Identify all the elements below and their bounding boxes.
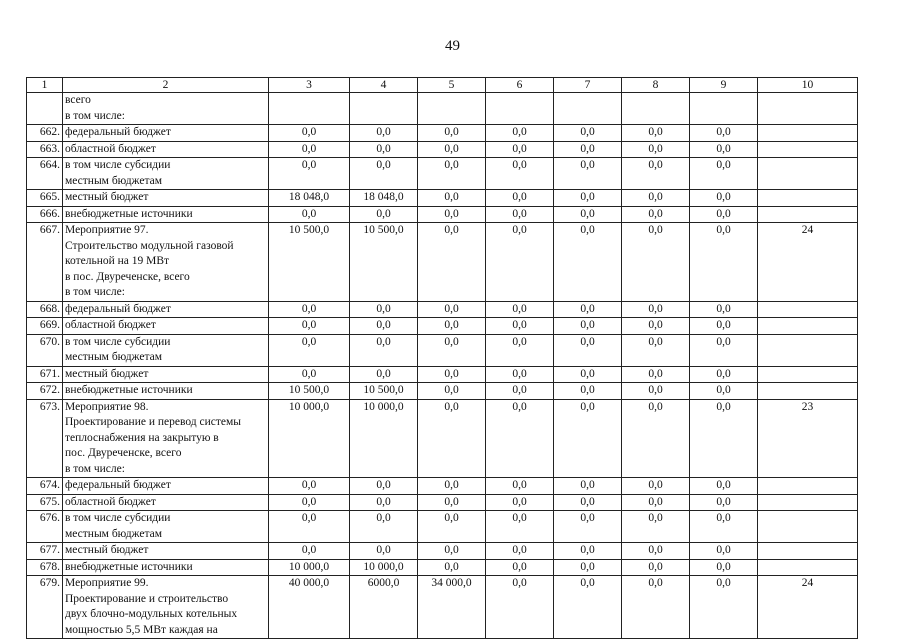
row-number-cell: 676. [27, 511, 63, 543]
amount-cell: 0,0 [418, 366, 486, 383]
table-row [27, 318, 858, 335]
amount-cell: 0,0 [486, 576, 554, 639]
amount-cell: 0,0 [554, 190, 622, 207]
amount-cell: 0,0 [690, 223, 758, 302]
amount-cell: 0,0 [350, 511, 418, 543]
amount-cell: 0,0 [690, 494, 758, 511]
amount-cell: 0,0 [554, 383, 622, 400]
amount-cell: 0,0 [554, 125, 622, 142]
amount-cell: 0,0 [690, 543, 758, 560]
amount-cell: 6000,0 [350, 576, 418, 639]
amount-cell: 0,0 [690, 366, 758, 383]
amount-cell: 0,0 [690, 576, 758, 639]
amount-cell: 0,0 [486, 334, 554, 366]
row-number-cell: 667. [27, 223, 63, 302]
row-number-cell: 664. [27, 158, 63, 190]
amount-cell: 0,0 [418, 399, 486, 478]
amount-cell: 0,0 [269, 301, 350, 318]
amount-cell: 0,0 [554, 318, 622, 335]
amount-cell [554, 93, 622, 125]
indicator-cell [758, 559, 858, 576]
amount-cell: 0,0 [486, 559, 554, 576]
amount-cell: 0,0 [622, 366, 690, 383]
column-header: 6 [486, 78, 554, 93]
amount-cell: 0,0 [269, 511, 350, 543]
table-row [27, 334, 858, 366]
item-name-cell: местный бюджет [63, 366, 269, 383]
amount-cell: 0,0 [418, 543, 486, 560]
table-row [27, 559, 858, 576]
amount-cell: 0,0 [486, 158, 554, 190]
amount-cell [350, 93, 418, 125]
amount-cell: 0,0 [418, 478, 486, 495]
item-name-cell: местный бюджет [63, 190, 269, 207]
item-name-cell: областной бюджет [63, 494, 269, 511]
item-name-cell: Мероприятие 97. Строительство модульной газовой котельной на 19 МВт в пос. Двуреченске, всего в том числе: [63, 223, 269, 302]
amount-cell: 0,0 [350, 494, 418, 511]
indicator-cell [758, 301, 858, 318]
amount-cell: 0,0 [418, 301, 486, 318]
amount-cell: 0,0 [486, 190, 554, 207]
amount-cell: 0,0 [269, 206, 350, 223]
row-number-cell [27, 93, 63, 125]
table-row [27, 543, 858, 560]
amount-cell: 0,0 [622, 125, 690, 142]
item-name-cell: Мероприятие 99. Проектирование и строительство двух блочно-модульных котельных мощностью 5,5 МВт каждая на [63, 576, 269, 639]
table-body [27, 93, 858, 639]
indicator-cell [758, 511, 858, 543]
amount-cell: 0,0 [269, 318, 350, 335]
table-row [27, 511, 858, 543]
amount-cell: 0,0 [350, 125, 418, 142]
amount-cell: 0,0 [554, 141, 622, 158]
indicator-cell [758, 190, 858, 207]
amount-cell: 0,0 [350, 318, 418, 335]
row-number-cell: 665. [27, 190, 63, 207]
amount-cell: 0,0 [622, 494, 690, 511]
column-header: 9 [690, 78, 758, 93]
table-row [27, 206, 858, 223]
amount-cell: 0,0 [269, 125, 350, 142]
row-number-cell: 678. [27, 559, 63, 576]
table-row [27, 399, 858, 478]
amount-cell: 0,0 [690, 318, 758, 335]
amount-cell: 0,0 [622, 206, 690, 223]
item-name-cell: внебюджетные источники [63, 383, 269, 400]
amount-cell: 0,0 [486, 478, 554, 495]
amount-cell: 0,0 [690, 478, 758, 495]
row-number-cell: 670. [27, 334, 63, 366]
amount-cell: 0,0 [350, 334, 418, 366]
column-header: 2 [63, 78, 269, 93]
indicator-cell [758, 141, 858, 158]
amount-cell: 0,0 [486, 366, 554, 383]
amount-cell: 0,0 [418, 511, 486, 543]
amount-cell: 0,0 [418, 494, 486, 511]
amount-cell: 0,0 [486, 206, 554, 223]
amount-cell: 0,0 [690, 334, 758, 366]
amount-cell: 0,0 [554, 511, 622, 543]
amount-cell: 10 000,0 [269, 559, 350, 576]
amount-cell: 10 500,0 [269, 223, 350, 302]
amount-cell: 0,0 [554, 206, 622, 223]
amount-cell: 0,0 [269, 478, 350, 495]
amount-cell: 0,0 [350, 301, 418, 318]
amount-cell: 18 048,0 [269, 190, 350, 207]
table-row [27, 383, 858, 400]
row-number-cell: 677. [27, 543, 63, 560]
row-number-cell: 673. [27, 399, 63, 478]
row-number-cell: 679. [27, 576, 63, 639]
amount-cell: 0,0 [350, 206, 418, 223]
table-row [27, 478, 858, 495]
row-number-cell: 663. [27, 141, 63, 158]
amount-cell: 0,0 [554, 543, 622, 560]
amount-cell: 0,0 [554, 301, 622, 318]
item-name-cell: внебюджетные источники [63, 559, 269, 576]
column-header: 7 [554, 78, 622, 93]
row-number-cell: 668. [27, 301, 63, 318]
amount-cell: 0,0 [418, 334, 486, 366]
item-name-cell: областной бюджет [63, 318, 269, 335]
amount-cell: 0,0 [690, 383, 758, 400]
item-name-cell: местный бюджет [63, 543, 269, 560]
amount-cell: 0,0 [690, 206, 758, 223]
table-row [27, 301, 858, 318]
amount-cell: 0,0 [418, 223, 486, 302]
amount-cell: 0,0 [622, 190, 690, 207]
indicator-cell [758, 383, 858, 400]
table-row [27, 190, 858, 207]
row-number-cell: 671. [27, 366, 63, 383]
amount-cell: 0,0 [418, 383, 486, 400]
amount-cell: 0,0 [269, 366, 350, 383]
amount-cell: 0,0 [418, 559, 486, 576]
table-row [27, 141, 858, 158]
amount-cell: 0,0 [418, 125, 486, 142]
row-number-cell: 674. [27, 478, 63, 495]
item-name-cell: федеральный бюджет [63, 478, 269, 495]
amount-cell: 0,0 [486, 543, 554, 560]
table-row [27, 366, 858, 383]
column-header: 8 [622, 78, 690, 93]
amount-cell: 0,0 [350, 478, 418, 495]
row-number-cell: 675. [27, 494, 63, 511]
column-header: 1 [27, 78, 63, 93]
indicator-cell [758, 125, 858, 142]
indicator-cell [758, 494, 858, 511]
amount-cell: 10 000,0 [350, 559, 418, 576]
amount-cell: 40 000,0 [269, 576, 350, 639]
amount-cell: 0,0 [690, 141, 758, 158]
amount-cell [486, 93, 554, 125]
amount-cell: 0,0 [690, 399, 758, 478]
budget-table [26, 77, 858, 639]
amount-cell: 0,0 [269, 494, 350, 511]
item-name-cell: федеральный бюджет [63, 125, 269, 142]
amount-cell: 0,0 [350, 158, 418, 190]
item-name-cell: в том числе субсидии местным бюджетам [63, 334, 269, 366]
amount-cell: 10 500,0 [350, 383, 418, 400]
amount-cell: 34 000,0 [418, 576, 486, 639]
amount-cell: 0,0 [622, 334, 690, 366]
indicator-cell [758, 478, 858, 495]
amount-cell: 10 000,0 [269, 399, 350, 478]
amount-cell: 0,0 [554, 478, 622, 495]
amount-cell: 0,0 [486, 141, 554, 158]
amount-cell: 0,0 [418, 158, 486, 190]
column-header: 3 [269, 78, 350, 93]
amount-cell: 0,0 [622, 543, 690, 560]
table-row [27, 158, 858, 190]
item-name-cell: Мероприятие 98. Проектирование и перевод системы теплоснабжения на закрытую в пос. Двуреченске, всего в том числе: [63, 399, 269, 478]
page-number: 49 [445, 38, 460, 54]
amount-cell: 0,0 [350, 141, 418, 158]
amount-cell: 0,0 [622, 511, 690, 543]
indicator-cell [758, 543, 858, 560]
amount-cell [269, 93, 350, 125]
item-name-cell: всего в том числе: [63, 93, 269, 125]
amount-cell: 0,0 [622, 559, 690, 576]
amount-cell: 0,0 [486, 318, 554, 335]
amount-cell: 0,0 [418, 318, 486, 335]
amount-cell: 0,0 [690, 158, 758, 190]
table-row [27, 223, 858, 302]
row-number-cell: 672. [27, 383, 63, 400]
amount-cell: 0,0 [554, 366, 622, 383]
column-header: 5 [418, 78, 486, 93]
amount-cell: 0,0 [269, 543, 350, 560]
amount-cell: 0,0 [269, 158, 350, 190]
indicator-cell [758, 366, 858, 383]
table-row [27, 93, 858, 125]
amount-cell: 0,0 [622, 576, 690, 639]
amount-cell: 0,0 [350, 543, 418, 560]
amount-cell: 10 000,0 [350, 399, 418, 478]
item-name-cell: в том числе субсидии местным бюджетам [63, 511, 269, 543]
amount-cell [418, 93, 486, 125]
amount-cell: 0,0 [418, 190, 486, 207]
amount-cell: 0,0 [486, 399, 554, 478]
table-row [27, 494, 858, 511]
amount-cell: 0,0 [554, 576, 622, 639]
header-row [27, 78, 858, 93]
indicator-cell: 23 [758, 399, 858, 478]
indicator-cell [758, 158, 858, 190]
item-name-cell: в том числе субсидии местным бюджетам [63, 158, 269, 190]
amount-cell [690, 93, 758, 125]
amount-cell: 0,0 [554, 158, 622, 190]
item-name-cell: федеральный бюджет [63, 301, 269, 318]
amount-cell: 18 048,0 [350, 190, 418, 207]
amount-cell: 0,0 [622, 301, 690, 318]
row-number-cell: 662. [27, 125, 63, 142]
amount-cell: 0,0 [622, 141, 690, 158]
indicator-cell [758, 318, 858, 335]
row-number-cell: 666. [27, 206, 63, 223]
row-number-cell: 669. [27, 318, 63, 335]
amount-cell [622, 93, 690, 125]
amount-cell: 0,0 [486, 223, 554, 302]
amount-cell: 0,0 [486, 301, 554, 318]
indicator-cell [758, 334, 858, 366]
item-name-cell: областной бюджет [63, 141, 269, 158]
amount-cell: 0,0 [350, 366, 418, 383]
amount-cell: 0,0 [690, 511, 758, 543]
amount-cell: 0,0 [418, 206, 486, 223]
amount-cell: 0,0 [554, 559, 622, 576]
amount-cell: 0,0 [486, 494, 554, 511]
amount-cell: 0,0 [622, 318, 690, 335]
amount-cell: 0,0 [622, 399, 690, 478]
indicator-cell: 24 [758, 576, 858, 639]
amount-cell: 0,0 [690, 125, 758, 142]
indicator-cell [758, 206, 858, 223]
amount-cell: 0,0 [486, 125, 554, 142]
amount-cell: 0,0 [622, 478, 690, 495]
amount-cell: 0,0 [486, 511, 554, 543]
amount-cell: 0,0 [622, 223, 690, 302]
amount-cell: 0,0 [554, 494, 622, 511]
column-header: 4 [350, 78, 418, 93]
table-row [27, 125, 858, 142]
amount-cell: 0,0 [622, 158, 690, 190]
amount-cell: 0,0 [690, 301, 758, 318]
indicator-cell: 24 [758, 223, 858, 302]
amount-cell: 0,0 [486, 383, 554, 400]
amount-cell: 0,0 [690, 190, 758, 207]
amount-cell: 10 500,0 [269, 383, 350, 400]
column-header: 10 [758, 78, 858, 93]
amount-cell: 10 500,0 [350, 223, 418, 302]
item-name-cell: внебюджетные источники [63, 206, 269, 223]
amount-cell: 0,0 [418, 141, 486, 158]
amount-cell: 0,0 [690, 559, 758, 576]
amount-cell: 0,0 [554, 334, 622, 366]
amount-cell: 0,0 [269, 334, 350, 366]
amount-cell: 0,0 [554, 399, 622, 478]
table-row [27, 576, 858, 639]
indicator-cell [758, 93, 858, 125]
amount-cell: 0,0 [269, 141, 350, 158]
amount-cell: 0,0 [554, 223, 622, 302]
amount-cell: 0,0 [622, 383, 690, 400]
